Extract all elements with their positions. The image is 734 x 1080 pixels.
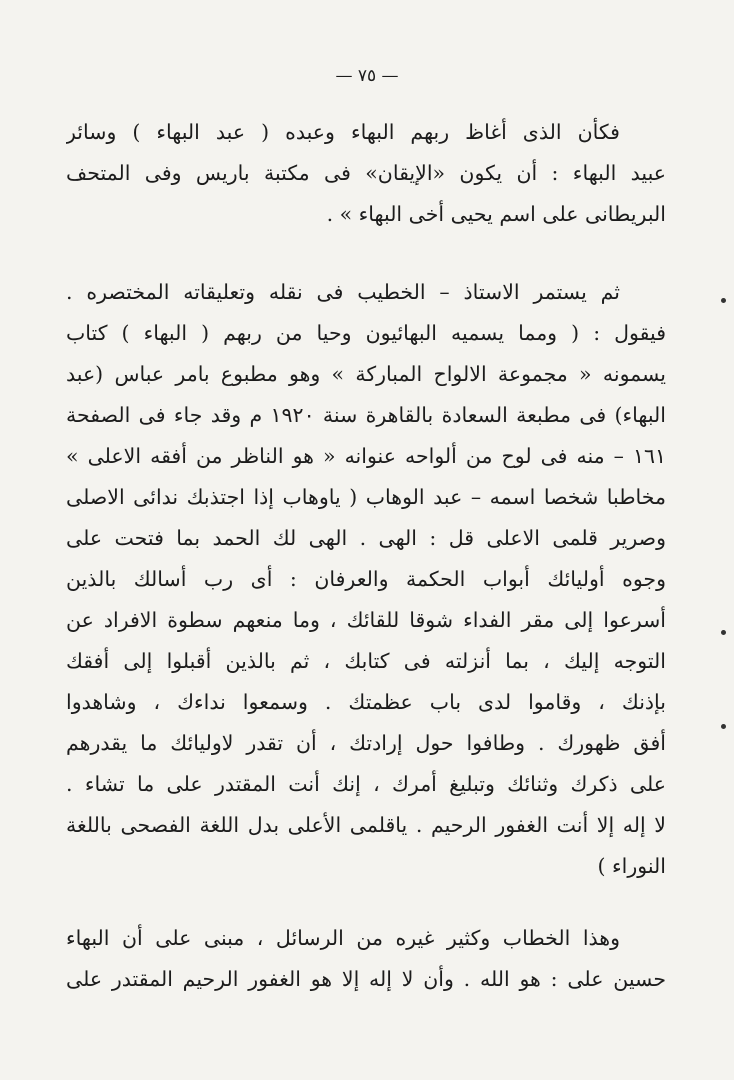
text-line: وجوه أوليائك أبواب الحكمة والعرفان : أى رب أسالك بالذين [66, 567, 666, 591]
text-line: أفق ظهورك . وطافوا حول إرادتك ، أن تقدر لاوليائك ما يقدرهم [66, 731, 666, 755]
paragraph-1 [66, 112, 666, 235]
text-line: التوجه إليك ، بما أنزلته فى كتابك ، ثم بالذين أقبلوا إلى أفقك [66, 649, 666, 673]
text-line: فيقول : ( ومما يسميه البهائيون وحيا من ربهم ( البهاء ) كتاب [66, 321, 666, 345]
margin-dot-mark [721, 724, 726, 729]
text-line: بإذنك ، وقاموا لدى باب عظمتك . وسمعوا نداءك ، وشاهدوا [66, 690, 666, 714]
text-line: وصرير قلمى الاعلى قل : الهى . الهى لك الحمد بما فتحت على [66, 526, 666, 550]
text-line: أسرعوا إلى مقر الفداء شوقا للقائك ، وما منعهم سطوة الافراد عن [66, 608, 666, 632]
text-line: فكأن الذى أغاظ ربهم البهاء وعبده ( عبد البهاء ) وسائر [66, 120, 620, 144]
text-line: على ذكرك وثنائك وتبليغ أمرك ، إنك أنت المقتدر على ما تشاء . [66, 772, 666, 796]
paragraph-3 [66, 918, 666, 1000]
text-line: البهاء) فى مطبعة السعادة بالقاهرة سنة ١٩٢٠ م وقد جاء فى الصفحة [66, 403, 666, 427]
text-line: البريطانى على اسم يحيى أخى البهاء » . [326, 202, 666, 226]
page-number: — ٧٥ — [335, 66, 399, 86]
text-line: حسين على : هو الله . وأن لا إله إلا هو الغفور الرحيم المقتدر على [66, 967, 666, 991]
text-line: مخاطبا شخصا اسمه – عبد الوهاب ( ياوهاب إذا اجتذبك ندائى الاصلى [66, 485, 666, 509]
paragraph-2 [66, 272, 666, 887]
text-line: لا إله إلا أنت الغفور الرحيم . ياقلمى الأعلى بدل اللغة الفصحى باللغة [66, 813, 666, 837]
text-line: وهذا الخطاب وكثير غيره من الرسائل ، مبنى على أن البهاء [66, 926, 620, 950]
text-line: يسمونه « مجموعة الالواح المباركة » وهو مطبوع بامر عباس (عبد [66, 362, 666, 386]
text-line: ثم يستمر الاستاذ – الخطيب فى نقله وتعليقاته المختصره . [66, 280, 620, 304]
text-line: عبيد البهاء : أن يكون «الإيقان» فى مكتبة باريس وفى المتحف [66, 161, 666, 185]
text-line: النوراء ) [597, 854, 666, 878]
margin-dot-mark [721, 298, 726, 303]
text-line: ١٦١ – منه فى لوح من ألواحه عنوانه « هو الناظر من أفقه الاعلى » [66, 444, 666, 468]
margin-dot-mark [721, 630, 726, 635]
